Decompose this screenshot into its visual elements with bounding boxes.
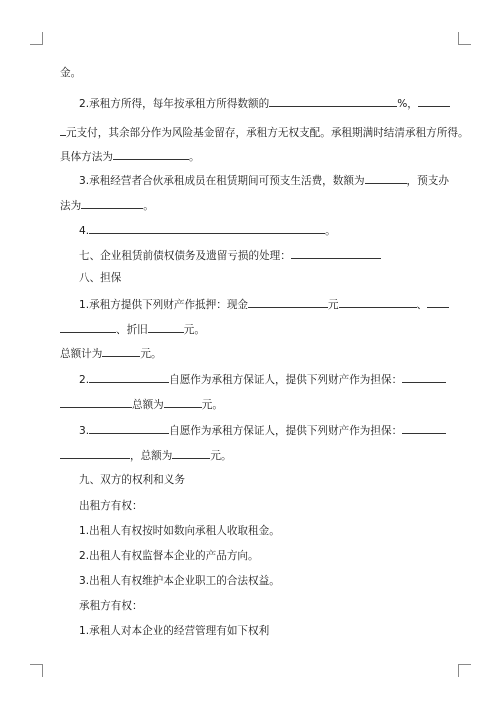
text-span: 2.承租方所得，每年按承租方所得数额的 xyxy=(79,98,270,110)
fill-blank[interactable] xyxy=(113,148,189,160)
paragraph-line xyxy=(60,321,460,337)
fill-blank[interactable] xyxy=(89,422,169,434)
text-span: ，预支办 xyxy=(406,175,449,187)
paragraph-line xyxy=(60,345,460,361)
fill-blank[interactable] xyxy=(89,222,325,234)
paragraph-line xyxy=(79,624,460,638)
section-heading xyxy=(79,473,460,487)
fill-blank[interactable] xyxy=(402,422,446,434)
paragraph-line xyxy=(79,247,460,263)
fill-blank[interactable] xyxy=(60,321,116,333)
paragraph-line xyxy=(79,549,460,563)
paragraph-line xyxy=(79,422,460,438)
paragraph-line xyxy=(79,499,460,513)
text-span: 3.出租人有权维护本企业职工的合法权益。 xyxy=(79,575,280,587)
paragraph-line xyxy=(79,371,460,387)
paragraph-line xyxy=(60,124,469,140)
text-span: 承租方有权： xyxy=(79,600,143,612)
paragraph-line xyxy=(60,66,460,80)
text-span: 3. xyxy=(79,425,90,437)
text-span: 元支付，其余部分作为风险基金留存，承租方无权支配。承租期满时结清承租方所得。 xyxy=(66,127,469,139)
fill-blank[interactable] xyxy=(402,371,446,383)
fill-blank[interactable] xyxy=(269,95,397,107)
text-span: 、折旧 xyxy=(116,324,148,336)
text-span: 八、担保 xyxy=(79,272,122,284)
paragraph-line xyxy=(60,148,460,164)
text-span: 总额为 xyxy=(132,399,164,411)
text-span: %， xyxy=(397,98,418,110)
fill-blank[interactable] xyxy=(89,371,169,383)
crop-mark-top-left xyxy=(30,32,43,45)
paragraph-line xyxy=(60,447,460,463)
text-span: 元。 xyxy=(210,450,232,462)
text-span: 2. xyxy=(79,374,90,386)
fill-blank[interactable] xyxy=(427,296,449,308)
paragraph-line xyxy=(79,95,460,111)
text-span: 金。 xyxy=(60,67,82,79)
fill-blank[interactable] xyxy=(164,396,202,408)
text-span: 自愿作为承租方保证人，提供下列财产作为担保： xyxy=(169,425,403,437)
text-span: 。 xyxy=(188,151,200,163)
text-span: ，总额为 xyxy=(130,450,173,462)
fill-blank[interactable] xyxy=(339,296,417,308)
fill-blank[interactable] xyxy=(365,172,407,184)
text-span: 九、双方的权利和义务 xyxy=(79,474,185,486)
text-span: 自愿作为承租方保证人，提供下列财产作为担保： xyxy=(169,374,403,386)
fill-blank[interactable] xyxy=(60,396,132,408)
text-span: 1.承租方提供下列财产作抵押：现金 xyxy=(79,299,249,311)
text-span: 1.承租人对本企业的经营管理有如下权利 xyxy=(79,625,270,637)
text-span: 总额计为 xyxy=(60,348,103,360)
paragraph-line xyxy=(79,524,460,538)
text-span: 元。 xyxy=(183,324,205,336)
paragraph-line xyxy=(60,197,460,213)
fill-blank[interactable] xyxy=(172,447,210,459)
text-span: 出租方有权： xyxy=(79,500,143,512)
crop-mark-bottom-left xyxy=(30,664,43,677)
text-span: 。 xyxy=(325,225,336,237)
text-span: 2.出租人有权监督本企业的产品方向。 xyxy=(79,550,259,562)
fill-blank[interactable] xyxy=(102,345,140,357)
crop-mark-bottom-right xyxy=(458,664,471,677)
text-span: 元。 xyxy=(201,399,223,411)
fill-blank[interactable] xyxy=(291,247,381,259)
fill-blank[interactable] xyxy=(60,447,130,459)
section-heading xyxy=(79,271,460,285)
paragraph-line xyxy=(79,296,460,312)
text-span: 元。 xyxy=(140,348,162,360)
fill-blank[interactable] xyxy=(418,95,450,107)
fill-blank[interactable] xyxy=(148,321,184,333)
text-span: 1.出租人有权按时如数向承租人收取租金。 xyxy=(79,525,280,537)
text-span: 。 xyxy=(143,200,154,212)
text-span: 法为 xyxy=(60,200,82,212)
fill-blank[interactable] xyxy=(81,197,143,209)
text-span: 元 xyxy=(328,299,339,311)
paragraph-line xyxy=(79,574,460,588)
fill-blank[interactable] xyxy=(248,296,328,308)
text-span: 、 xyxy=(416,299,428,311)
crop-mark-top-right xyxy=(458,32,471,45)
paragraph-line xyxy=(60,396,460,412)
paragraph-line xyxy=(79,172,460,188)
text-span: 七、企业租赁前债权债务及遗留亏损的处理： xyxy=(79,250,291,262)
text-span: 3.承租经营者合伙承租成员在租赁期间可预支生活费，数额为 xyxy=(79,175,365,187)
text-span: 具体方法为 xyxy=(60,151,113,163)
paragraph-line xyxy=(79,599,460,613)
paragraph-line xyxy=(79,222,460,238)
text-span: 4. xyxy=(79,225,90,237)
